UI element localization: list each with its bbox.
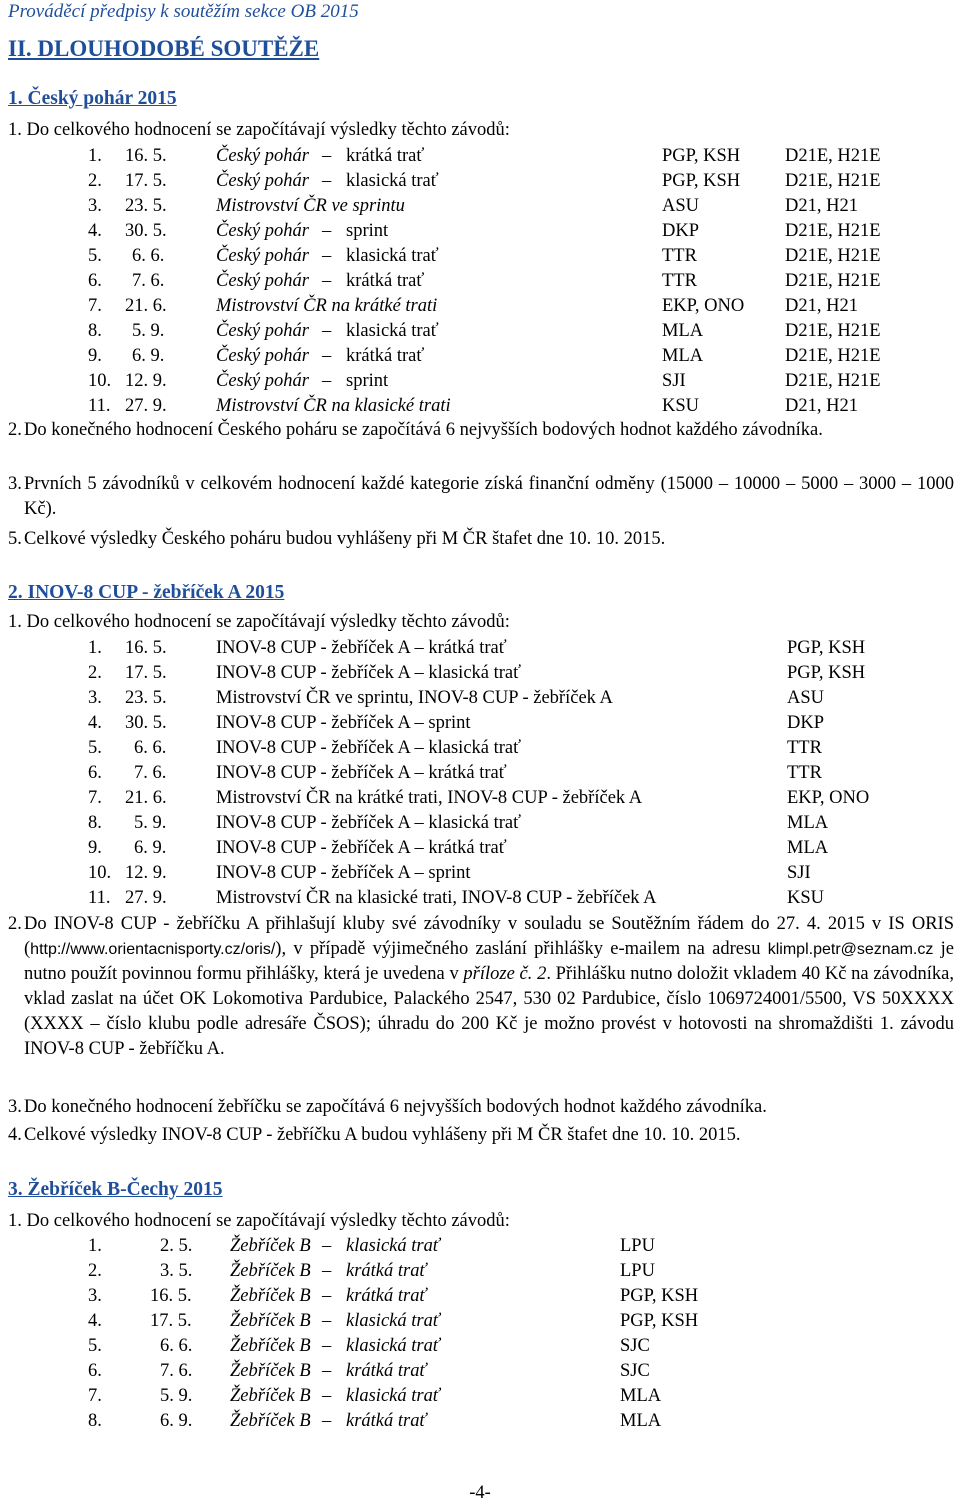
oris-link[interactable]: http://www.orientacnisporty.cz/oris/ [30,941,276,958]
race-organizer: DKP [787,713,825,733]
race-event: Mistrovství ČR na krátké trati [216,296,438,316]
race-number: 9. [88,838,102,858]
table-row [0,246,960,270]
race-number: 1. [88,1236,102,1256]
section-title-zebricek-b: 3. Žebříček B-Čechy 2015 [8,1179,223,1200]
s1-p2-num: 2. [8,420,22,440]
race-event: Mistrovství ČR ve sprintu [216,196,405,216]
race-date: 6. 6. [160,1336,193,1356]
race-organizer: ASU [787,688,825,708]
race-number: 2. [88,171,102,191]
table-row [0,296,960,320]
race-organizer: EKP, ONO [787,788,870,808]
race-organizer: LPU [620,1261,655,1281]
race-number: 7. [88,1386,102,1406]
table-row [0,396,960,420]
race-date: 23. 5. [125,688,167,708]
race-date: 6. 6. [132,246,165,266]
race-event: INOV-8 CUP - žebříček A – krátká trať [216,638,507,658]
race-date: 12. 9. [125,371,167,391]
race-course: klasická trať [346,1386,440,1406]
race-organizer: MLA [620,1386,662,1406]
race-event-dash: – [322,371,332,391]
table-row [0,1336,960,1360]
race-organizer: MLA [787,813,829,833]
race-categories: D21E, H21E [785,221,881,241]
table-row [0,346,960,370]
race-event-dash: – [322,221,332,241]
race-number: 8. [88,1411,102,1431]
race-organizer: TTR [787,763,822,783]
s1-p3-num: 3. [8,474,22,494]
table-row [0,763,960,787]
race-event: Český pohár [216,271,309,291]
table-row [0,1386,960,1410]
race-categories: D21E, H21E [785,346,881,366]
race-organizer: SJC [620,1336,650,1356]
s2-p2-b: ), v případě výjimečného zaslání přihlášky e-mailem na adresu [275,939,768,959]
table-row [0,196,960,220]
table-row [0,371,960,395]
race-categories: D21E, H21E [785,271,881,291]
race-number: 11. [88,888,111,908]
race-event-dash: – [322,146,332,166]
race-date: 27. 9. [125,888,167,908]
section-title-cesky-pohar: 1. Český pohár 2015 [8,88,177,109]
race-course: sprint [346,371,389,391]
race-course: krátká trať [346,1361,427,1381]
table-row [0,146,960,170]
s1-paragraph-5 [8,527,954,552]
race-event-dash: – [322,346,332,366]
race-event: Žebříček B [230,1386,311,1406]
race-number: 11. [88,396,111,416]
race-number: 2. [88,1261,102,1281]
race-categories: D21, H21 [785,196,858,216]
page-number: -4- [469,1483,491,1503]
race-course: krátká trať [346,271,425,291]
race-number: 6. [88,1361,102,1381]
race-date: 6. 9. [132,346,165,366]
section-title-inov8-cup: 2. INOV-8 CUP - žebříček A 2015 [8,582,285,603]
race-organizer: LPU [620,1236,655,1256]
table-row [0,638,960,662]
race-course: sprint [346,221,389,241]
race-event-dash: – [322,1411,332,1431]
race-number: 4. [88,221,102,241]
race-date: 21. 6. [125,296,167,316]
race-categories: D21E, H21E [785,171,881,191]
race-course: klasická trať [346,246,439,266]
race-event-dash: – [322,1261,332,1281]
race-organizer: TTR [662,271,697,291]
race-date: 12. 9. [125,863,167,883]
race-date: 6. 6. [134,738,167,758]
race-number: 6. [88,271,102,291]
table-row [0,688,960,712]
race-categories: D21, H21 [785,296,858,316]
race-event: Žebříček B [230,1236,311,1256]
s2-p4-num: 4. [8,1125,22,1145]
race-event: Český pohár [216,221,309,241]
race-organizer: SJI [787,863,811,883]
race-event: INOV-8 CUP - žebříček A – sprint [216,713,471,733]
race-event: INOV-8 CUP - žebříček A – krátká trať [216,838,507,858]
s2-p2-c: je nutno použít povinnou formu přihlášky, která je uvedena v [24,939,954,984]
race-event: Český pohár [216,246,309,266]
race-categories: D21E, H21E [785,146,881,166]
race-date: 30. 5. [125,713,167,733]
main-title: II. DLOUHODOBÉ SOUTĚŽE [8,36,320,61]
s2-p3-text: Do konečného hodnocení žebříčku se započítává 6 nejvyšších bodových hodnot každého závodníka. [24,1097,767,1117]
s1-intro: 1. Do celkového hodnocení se započítávají výsledky těchto závodů: [8,120,510,140]
race-organizer: KSU [662,396,700,416]
race-course: klasická trať [346,1236,440,1256]
table-row [0,713,960,737]
table-row [0,888,960,912]
race-date: 21. 6. [125,788,167,808]
race-number: 5. [88,738,102,758]
race-organizer: SJC [620,1361,650,1381]
race-date: 7. 6. [132,271,165,291]
race-date: 17. 5. [125,663,167,683]
s1-paragraph-3 [8,472,954,522]
s2-p2-num: 2. [8,914,22,934]
race-number: 4. [88,713,102,733]
race-event: Žebříček B [230,1336,311,1356]
table-row [0,171,960,195]
race-number: 3. [88,1286,102,1306]
s2-p2-d: . Přihlášku nutno doložit vkladem 40 Kč na závodníka, vklad zaslat na účet OK Lokomotiva Pardubice, Palackého 2547, 530 02 Pardubice, číslo 1069724001/5500, VS 50XXXX (XXXX – číslo klubu podle adresáře ČSOS); úhradu do 200 Kč je možno provést v hotovosti na shromaždišti 1. závodu INOV-8 CUP - žebříčku A. [24,964,954,1059]
race-event-dash: – [322,1236,332,1256]
race-organizer: DKP [662,221,700,241]
race-event: INOV-8 CUP - žebříček A – klasická trať [216,813,522,833]
race-event-dash: – [322,321,332,341]
race-categories: D21E, H21E [785,321,881,341]
race-categories: D21, H21 [785,396,858,416]
race-course: klasická trať [346,1336,440,1356]
race-event: Žebříček B [230,1361,311,1381]
race-number: 7. [88,788,102,808]
annex-reference: příloze č. 2 [463,964,547,984]
race-course: krátká trať [346,1411,427,1431]
race-organizer: PGP, KSH [662,171,741,191]
table-row [0,788,960,812]
table-row [0,838,960,862]
race-organizer: MLA [787,838,829,858]
s2-p3-num: 3. [8,1097,22,1117]
s2-p2-a: Do INOV-8 CUP - žebříčku A přihlašují kluby své závodníky v souladu se Soutěžním řádem do 27. 4. 2015 v IS ORIS ( [24,914,954,959]
race-organizer: TTR [787,738,822,758]
page-header: Prováděcí předpisy k soutěžím sekce OB 2015 [8,1,359,22]
race-event-dash: – [322,1386,332,1406]
race-organizer: MLA [662,346,704,366]
race-event-dash: – [322,1336,332,1356]
race-number: 3. [88,688,102,708]
table-row [0,271,960,295]
race-categories: D21E, H21E [785,246,881,266]
race-date: 27. 9. [125,396,167,416]
race-course: krátká trať [346,1286,427,1306]
race-number: 10. [88,863,112,883]
race-date: 16. 5. [150,1286,192,1306]
table-row [0,813,960,837]
race-organizer: PGP, KSH [787,638,866,658]
s1-p2-text: Do konečného hodnocení Českého poháru se započítává 6 nejvyšších bodových hodnot každého závodníka. [24,420,823,440]
s1-paragraph-2 [8,418,954,443]
race-event: Český pohár [216,146,309,166]
email-link[interactable]: klimpl.petr@seznam.cz [767,941,934,958]
table-row [0,1311,960,1335]
race-organizer: TTR [662,246,697,266]
race-event: INOV-8 CUP - žebříček A – klasická trať [216,663,522,683]
race-organizer: PGP, KSH [620,1311,699,1331]
race-event-dash: – [322,1361,332,1381]
race-number: 3. [88,196,102,216]
race-number: 2. [88,663,102,683]
race-date: 3. 5. [160,1261,193,1281]
race-organizer: PGP, KSH [662,146,741,166]
race-event: Žebříček B [230,1411,311,1431]
race-date: 5. 9. [132,321,165,341]
race-course: klasická trať [346,171,439,191]
race-event: Žebříček B [230,1286,311,1306]
race-number: 1. [88,146,102,166]
race-date: 7. 6. [134,763,167,783]
race-number: 5. [88,246,102,266]
race-course: krátká trať [346,1261,427,1281]
race-event: Český pohár [216,321,309,341]
table-row [0,1261,960,1285]
race-event-dash: – [322,1311,332,1331]
race-categories: D21E, H21E [785,371,881,391]
race-course: klasická trať [346,321,439,341]
race-number: 8. [88,813,102,833]
race-number: 6. [88,763,102,783]
s2-p4-text: Celkové výsledky INOV-8 CUP - žebříčku A budou vyhlášeny při M ČR štafet dne 10. 10. 2015. [24,1125,741,1145]
race-event: Žebříček B [230,1261,311,1281]
race-organizer: EKP, ONO [662,296,745,316]
s2-paragraph-4 [8,1123,954,1148]
race-course: klasická trať [346,1311,440,1331]
table-row [0,1411,960,1435]
s1-p3-text: Prvních 5 závodníků v celkovém hodnocení každé kategorie získá finanční odměny (15000 – 10000 – 5000 – 3000 – 1000 Kč). [24,474,954,519]
race-date: 17. 5. [150,1311,192,1331]
race-date: 17. 5. [125,171,167,191]
race-number: 9. [88,346,102,366]
table-row [0,321,960,345]
race-event: Český pohár [216,171,309,191]
race-event-dash: – [322,271,332,291]
race-event: Žebříček B [230,1311,311,1331]
table-row [0,1236,960,1260]
race-date: 16. 5. [125,638,167,658]
race-number: 7. [88,296,102,316]
race-date: 23. 5. [125,196,167,216]
race-number: 1. [88,638,102,658]
race-event-dash: – [322,246,332,266]
race-number: 5. [88,1336,102,1356]
race-date: 16. 5. [125,146,167,166]
race-organizer: SJI [662,371,686,391]
race-organizer: KSU [787,888,825,908]
s1-p5-text: Celkové výsledky Českého poháru budou vyhlášeny při M ČR štafet dne 10. 10. 2015. [24,529,666,549]
race-event: Český pohár [216,371,309,391]
race-event-dash: – [322,1286,332,1306]
race-date: 6. 9. [160,1411,193,1431]
table-row [0,1361,960,1385]
race-date: 2. 5. [160,1236,193,1256]
race-organizer: PGP, KSH [620,1286,699,1306]
s2-intro: 1. Do celkového hodnocení se započítávají výsledky těchto závodů: [8,612,510,632]
race-organizer: ASU [662,196,700,216]
race-organizer: MLA [620,1411,662,1431]
race-event-dash: – [322,171,332,191]
race-event: INOV-8 CUP - žebříček A – klasická trať [216,738,522,758]
table-row [0,221,960,245]
race-event: Mistrovství ČR na klasické trati [216,396,451,416]
race-date: 5. 9. [160,1386,193,1406]
race-event: Mistrovství ČR na krátké trati, INOV-8 CUP - žebříček A [216,788,643,808]
race-organizer: MLA [662,321,704,341]
table-row [0,738,960,762]
race-course: krátká trať [346,346,425,366]
s3-intro: 1. Do celkového hodnocení se započítávají výsledky těchto závodů: [8,1211,510,1231]
race-event: INOV-8 CUP - žebříček A – sprint [216,863,471,883]
race-number: 10. [88,371,112,391]
race-number: 4. [88,1311,102,1331]
race-event: INOV-8 CUP - žebříček A – krátká trať [216,763,507,783]
table-row [0,863,960,887]
race-course: krátká trať [346,146,425,166]
s2-paragraph-3 [8,1095,954,1120]
race-date: 6. 9. [134,838,167,858]
s1-p5-num: 5. [8,529,22,549]
race-event: Mistrovství ČR na klasické trati, INOV-8 CUP - žebříček A [216,888,657,908]
race-date: 30. 5. [125,221,167,241]
race-organizer: PGP, KSH [787,663,866,683]
race-date: 5. 9. [134,813,167,833]
s2-paragraph-2 [8,912,954,1062]
race-event: Český pohár [216,346,309,366]
table-row [0,663,960,687]
race-date: 7. 6. [160,1361,193,1381]
race-number: 8. [88,321,102,341]
race-event: Mistrovství ČR ve sprintu, INOV-8 CUP - žebříček A [216,688,613,708]
table-row [0,1286,960,1310]
